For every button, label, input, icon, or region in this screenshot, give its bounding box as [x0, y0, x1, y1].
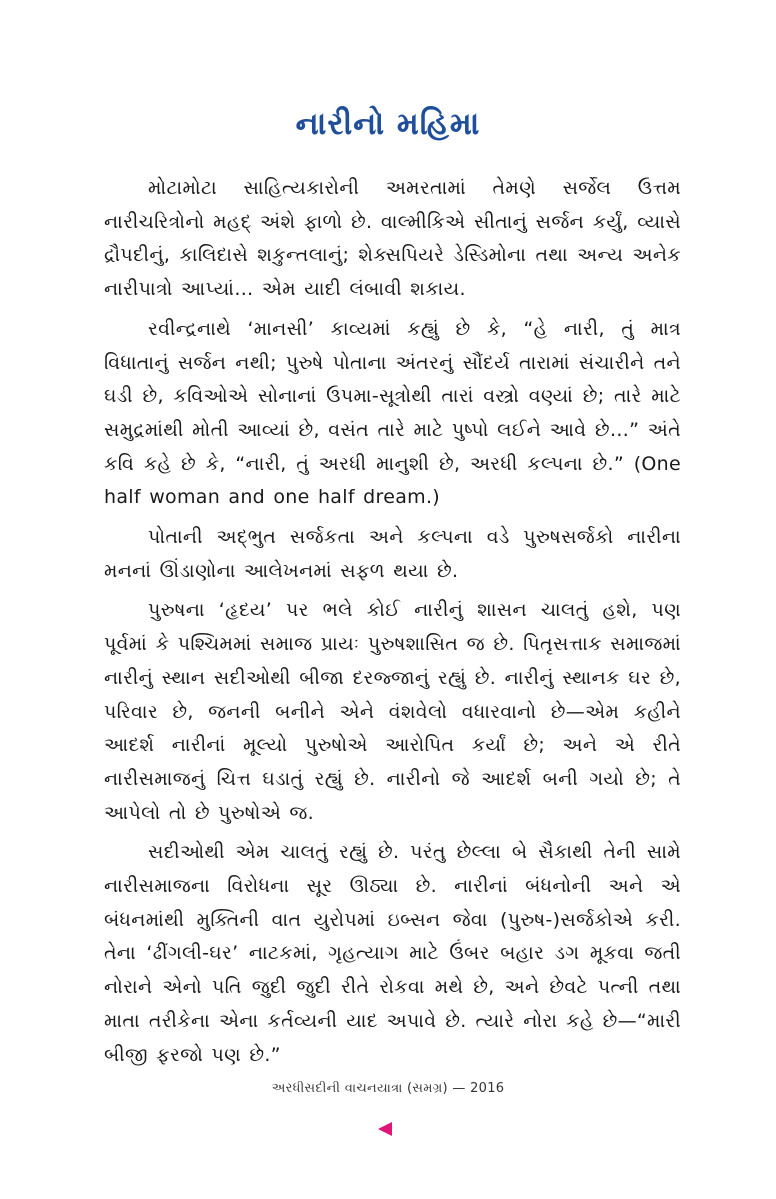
- paragraph-3: પોતાની અદ્ભુત સર્જકતા અને કલ્પના વડે પુરુષસર્જકો નારીના મનનાં ઊંડાણોના આલેખનમાં સફળ થયા છે.: [104, 526, 681, 582]
- article-body: [104, 172, 681, 1078]
- paragraph-4: પુરુષના ‘હૃદય’ પર ભલે કોઈ નારીનું શાસન ચાલતું હશે, પણ પૂર્વમાં કે પશ્ચિમમાં સમાજ પ્રાયઃ પુરુષશાસિત જ છે. પિતૃસત્તાક સમાજમાં નારીનું સ્થાન સદીઓથી બીજા દરજ્જાનું રહ્યું છે. નારીનું સ્થાનક ઘર છે, પરિવાર છે, જનની બનીને એને વંશવેલો વધારવાનો છે—એમ કહીને આદર્શ નારીનાં મૂલ્યો પુરુષોએ આરોપિત કર્યાં છે; અને એ રીતે નારીસમાજનું ચિત્ત ઘડાતું રહ્યું છે. નારીનો જે આદર્શ બની ગયો છે; તે આપેલો તો છે પુરુષોએ જ.: [104, 599, 681, 824]
- prev-page-triangle-icon[interactable]: [378, 1122, 392, 1136]
- paragraph-5: સદીઓથી એમ ચાલતું રહ્યું છે. પરંતુ છેલ્લા બે સૈકાથી તેની સામે નારીસમાજના વિરોધના સૂર ઊઠ્યા છે. નારીનાં બંધનોની અને એ બંધનમાંથી મુક્તિની વાત યુરોપમાં ઇબ્સન જેવા (પુરુષ-)સર્જકોએ કરી. તેના ‘ઢીંગલી-ઘર’ નાટકમાં, ગૃહત્યાગ માટે ઉંબર બહાર ડગ મૂકવા જતી નોરાને એનો પતિ જુદી જુદી રીતે રોકવા મથે છે, અને છેવટે પત્ની તથા માતા તરીકેના એના કર્તવ્યની યાદ અપાવે છે. ત્યારે નોરા કહે છે—“મારી બીજી ફરજો પણ છે.”: [104, 841, 681, 1066]
- page-footer: અરધીસદીની વાચનયાત્રા (સમગ્ર) — 2016: [271, 1081, 505, 1096]
- paragraph-1: મોટામોટા સાહિત્યકારોની અમરતામાં તેમણે સર્જેલ ઉત્તમ નારીચરિત્રોનો મહદ્ અંશે ફાળો છે. વાલ્મીકિએ સીતાનું સર્જન કર્યું, વ્યાસે દ્રૌપદીનું, કાલિદાસે શકુન્તલાનું; શેક્સપિયરે ડેસ્ડિમોના તથા અન્ય અનેક નારીપાત્રો આપ્યાં… એમ યાદી લંબાવી શકાય.: [104, 177, 681, 301]
- paragraph-2: રવીન્દ્રનાથે ‘માનસી’ કાવ્યમાં કહ્યું છે કે, “હે નારી, તું માત્ર વિધાતાનું સર્જન નથી; પુરુષે પોતાના અંતરનું સૌંદર્ય તારામાં સંચારીને તને ઘડી છે, કવિઓએ સોનાનાં ઉપમા-સૂત્રોથી તારાં વસ્ત્રો વણ્યાં છે; તારે માટે સમુદ્રમાંથી મોતી આવ્યાં છે, વસંત તારે માટે પુષ્પો લઈને આવે છે…” અંતે કવિ કહે છે કે, “નારી, તું અરધી માનુશી છે, અરધી કલ્પના છે.” (One half woman and one half dream.): [104, 317, 681, 509]
- page-title: નારીનો મહિમા: [295, 106, 481, 142]
